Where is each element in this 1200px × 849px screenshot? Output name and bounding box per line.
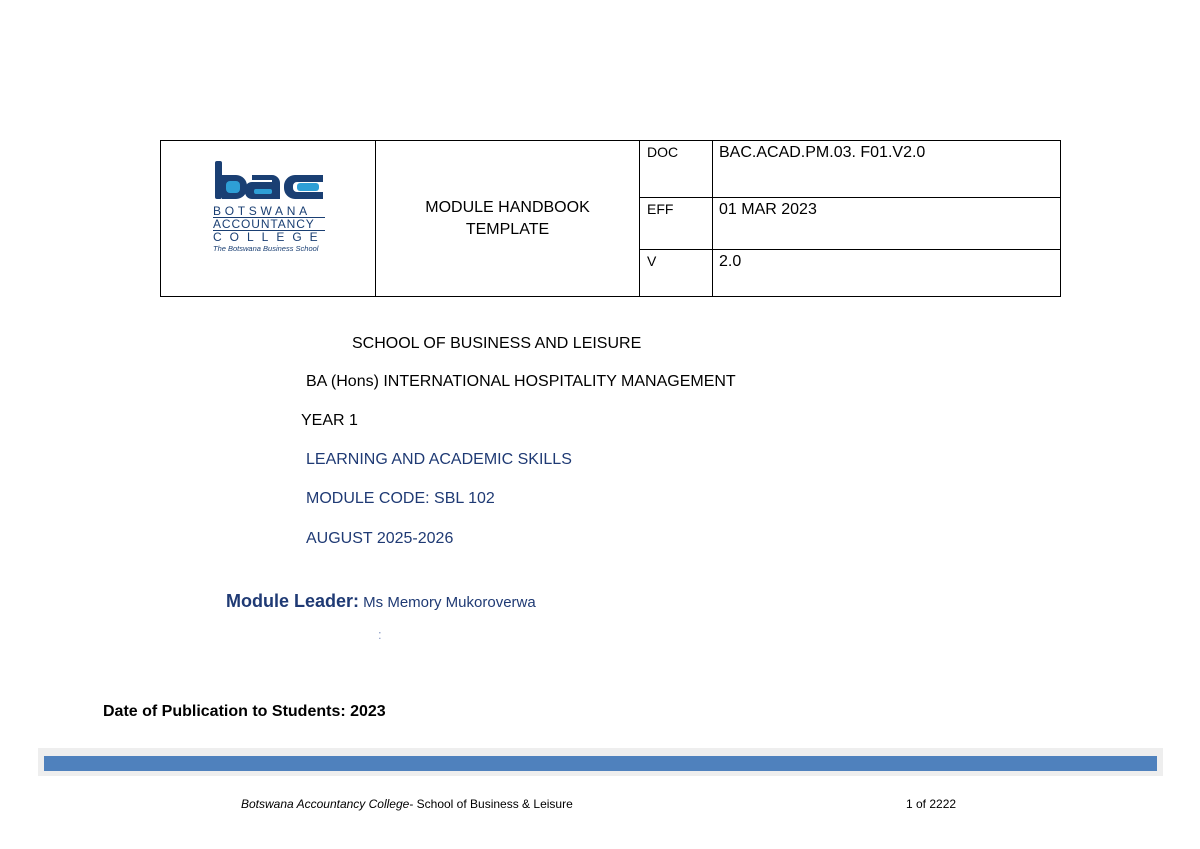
module-leader-name: Ms Memory Mukoroverwa <box>359 594 536 611</box>
module-code: MODULE CODE: SBL 102 <box>306 490 495 507</box>
document-title-line-1: MODULE HANDBOOK <box>425 198 590 216</box>
bac-logo <box>213 161 333 253</box>
bac-logo-mark <box>213 161 325 201</box>
logo-text-college: COLLEGE <box>213 230 326 244</box>
colon-mark: : <box>378 627 382 642</box>
logo-tagline: The Botswana Business School <box>213 244 319 253</box>
publication-date: Date of Publication to Students: 2023 <box>103 703 386 720</box>
module-leader-label: Module Leader: <box>226 591 360 611</box>
module-title: LEARNING AND ACADEMIC SKILLS <box>306 451 572 468</box>
page-number: 1 of 2222 <box>906 797 957 811</box>
eff-label: EFF <box>640 198 713 250</box>
logo-cell <box>161 141 376 297</box>
document-header-table <box>160 140 1061 297</box>
year-label: YEAR 1 <box>301 412 358 429</box>
document-title-cell <box>376 141 640 297</box>
footer-org: Botswana Accountancy College <box>241 797 410 811</box>
module-leader <box>226 590 536 614</box>
school-name: SCHOOL OF BUSINESS AND LEISURE <box>352 335 642 352</box>
programme-name: BA (Hons) INTERNATIONAL HOSPITALITY MANAGEMENT <box>306 373 736 390</box>
version-value: 2.0 <box>713 250 1061 297</box>
logo-text-accountancy: ACCOUNTANCY <box>213 217 325 231</box>
academic-session: AUGUST 2025-2026 <box>306 530 454 547</box>
doc-value: BAC.ACAD.PM.03. F01.V2.0 <box>713 141 1061 198</box>
footer-bar <box>44 756 1157 771</box>
doc-label: DOC <box>640 141 713 198</box>
document-title-line-2: TEMPLATE <box>465 220 550 238</box>
version-label: V <box>640 250 713 297</box>
eff-value: 01 MAR 2023 <box>713 198 1061 250</box>
footer-text <box>241 797 573 811</box>
logo-text-botswana: BOTSWANA <box>213 204 311 218</box>
footer-dept: - School of Business & Leisure <box>409 797 573 811</box>
